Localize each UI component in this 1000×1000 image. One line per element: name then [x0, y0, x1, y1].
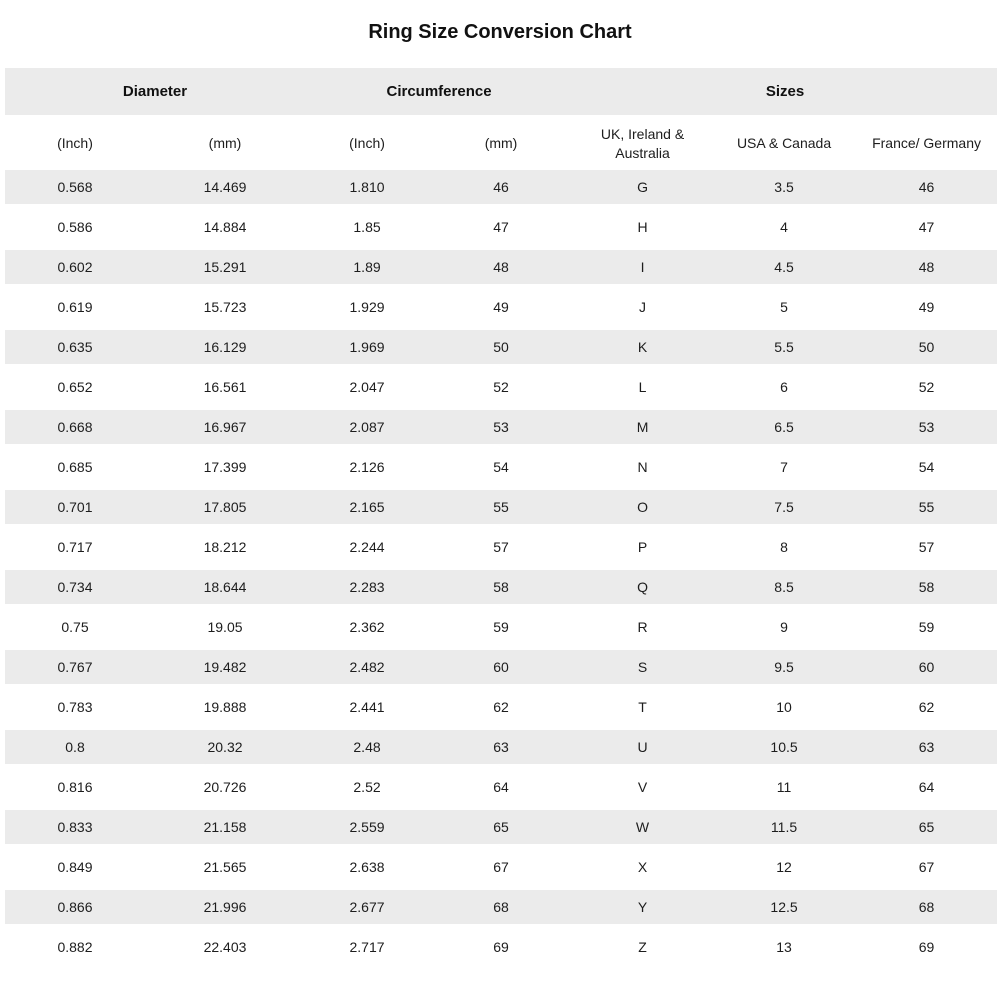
- table-cell: 62: [856, 690, 997, 730]
- table-cell: 48: [429, 250, 573, 290]
- table-cell: 59: [856, 610, 997, 650]
- table-cell: 63: [429, 730, 573, 770]
- table-row: [5, 410, 997, 450]
- table-cell: 63: [856, 730, 997, 770]
- column-header: (Inch): [5, 117, 145, 170]
- table-cell: X: [573, 850, 712, 890]
- table-row: [5, 810, 997, 850]
- table-cell: 68: [429, 890, 573, 930]
- table-cell: 17.399: [145, 450, 305, 490]
- table-cell: K: [573, 330, 712, 370]
- table-cell: 10.5: [712, 730, 856, 770]
- table-cell: 0.568: [5, 170, 145, 210]
- ring-size-table: [5, 68, 997, 970]
- table-cell: 1.810: [305, 170, 429, 210]
- table-cell: 68: [856, 890, 997, 930]
- table-cell: V: [573, 770, 712, 810]
- table-cell: 2.126: [305, 450, 429, 490]
- table-cell: 0.586: [5, 210, 145, 250]
- table-cell: 1.89: [305, 250, 429, 290]
- table-cell: 69: [856, 930, 997, 970]
- table-cell: 15.291: [145, 250, 305, 290]
- table-cell: 14.884: [145, 210, 305, 250]
- table-row: [5, 850, 997, 890]
- table-cell: 11.5: [712, 810, 856, 850]
- table-cell: P: [573, 530, 712, 570]
- table-cell: 2.441: [305, 690, 429, 730]
- page-title: Ring Size Conversion Chart: [368, 21, 632, 43]
- table-cell: Z: [573, 930, 712, 970]
- table-cell: 65: [856, 810, 997, 850]
- table-header: [5, 68, 997, 170]
- table-cell: 10: [712, 690, 856, 730]
- table-cell: 2.244: [305, 530, 429, 570]
- table-cell: 19.482: [145, 650, 305, 690]
- table-cell: 3.5: [712, 170, 856, 210]
- table-cell: 0.652: [5, 370, 145, 410]
- table-cell: 8.5: [712, 570, 856, 610]
- table-cell: 65: [429, 810, 573, 850]
- table-cell: 57: [856, 530, 997, 570]
- table-cell: 20.726: [145, 770, 305, 810]
- table-cell: 9: [712, 610, 856, 650]
- table-cell: 9.5: [712, 650, 856, 690]
- table-row: [5, 450, 997, 490]
- table-cell: 47: [856, 210, 997, 250]
- column-header: UK, Ireland & Australia: [573, 117, 712, 170]
- table-cell: 64: [856, 770, 997, 810]
- table-cell: 2.362: [305, 610, 429, 650]
- sub-header-row: [5, 117, 997, 170]
- table-row: [5, 610, 997, 650]
- table-cell: 55: [429, 490, 573, 530]
- table-cell: 46: [429, 170, 573, 210]
- table-cell: 21.565: [145, 850, 305, 890]
- table-cell: 52: [856, 370, 997, 410]
- table-row: [5, 370, 997, 410]
- table-cell: 50: [429, 330, 573, 370]
- table-cell: 47: [429, 210, 573, 250]
- table-row: [5, 570, 997, 610]
- table-cell: 6: [712, 370, 856, 410]
- table-cell: 2.52: [305, 770, 429, 810]
- table-cell: 1.929: [305, 290, 429, 330]
- table-cell: 12.5: [712, 890, 856, 930]
- table-cell: 6.5: [712, 410, 856, 450]
- column-header: (mm): [429, 117, 573, 170]
- table-row: [5, 650, 997, 690]
- table-cell: 0.635: [5, 330, 145, 370]
- table-cell: 0.602: [5, 250, 145, 290]
- table-cell: L: [573, 370, 712, 410]
- table-cell: 15.723: [145, 290, 305, 330]
- table-cell: 5.5: [712, 330, 856, 370]
- table-cell: 0.668: [5, 410, 145, 450]
- table-cell: 67: [429, 850, 573, 890]
- group-header-diameter: Diameter: [5, 68, 305, 117]
- table-cell: 0.685: [5, 450, 145, 490]
- table-cell: 0.767: [5, 650, 145, 690]
- table-cell: T: [573, 690, 712, 730]
- table-cell: 58: [856, 570, 997, 610]
- table-cell: J: [573, 290, 712, 330]
- table-row: [5, 890, 997, 930]
- table-cell: 0.734: [5, 570, 145, 610]
- table-cell: 2.717: [305, 930, 429, 970]
- table-cell: 0.619: [5, 290, 145, 330]
- table-cell: H: [573, 210, 712, 250]
- table-row: [5, 530, 997, 570]
- table-cell: 69: [429, 930, 573, 970]
- table-cell: 49: [429, 290, 573, 330]
- column-header: USA & Canada: [712, 117, 856, 170]
- table-cell: 49: [856, 290, 997, 330]
- table-cell: I: [573, 250, 712, 290]
- table-cell: 7.5: [712, 490, 856, 530]
- table-cell: 1.969: [305, 330, 429, 370]
- table-cell: 18.644: [145, 570, 305, 610]
- table-row: [5, 690, 997, 730]
- table-cell: 20.32: [145, 730, 305, 770]
- table-cell: 62: [429, 690, 573, 730]
- table-cell: 16.561: [145, 370, 305, 410]
- table-cell: 2.638: [305, 850, 429, 890]
- group-header-row: [5, 68, 997, 117]
- table-cell: 50: [856, 330, 997, 370]
- table-cell: 17.805: [145, 490, 305, 530]
- table-cell: O: [573, 490, 712, 530]
- table-cell: 55: [856, 490, 997, 530]
- table-cell: 21.996: [145, 890, 305, 930]
- table-cell: 60: [856, 650, 997, 690]
- table-cell: 59: [429, 610, 573, 650]
- table-cell: 16.967: [145, 410, 305, 450]
- table-row: [5, 490, 997, 530]
- column-header: (mm): [145, 117, 305, 170]
- table-row: [5, 290, 997, 330]
- table-cell: 0.717: [5, 530, 145, 570]
- table-cell: 2.677: [305, 890, 429, 930]
- table-cell: 0.849: [5, 850, 145, 890]
- table-cell: G: [573, 170, 712, 210]
- table-cell: S: [573, 650, 712, 690]
- table-cell: 4: [712, 210, 856, 250]
- table-row: [5, 210, 997, 250]
- table-cell: 0.701: [5, 490, 145, 530]
- table-cell: 14.469: [145, 170, 305, 210]
- table-cell: 53: [856, 410, 997, 450]
- table-row: [5, 330, 997, 370]
- table-cell: 0.816: [5, 770, 145, 810]
- table-cell: M: [573, 410, 712, 450]
- table-cell: 1.85: [305, 210, 429, 250]
- table-cell: 60: [429, 650, 573, 690]
- table-cell: 0.75: [5, 610, 145, 650]
- table-cell: 57: [429, 530, 573, 570]
- table-cell: 2.482: [305, 650, 429, 690]
- table-cell: 12: [712, 850, 856, 890]
- table-cell: 18.212: [145, 530, 305, 570]
- table-cell: 54: [856, 450, 997, 490]
- table-cell: W: [573, 810, 712, 850]
- table-row: [5, 170, 997, 210]
- table-cell: 54: [429, 450, 573, 490]
- table-body: [5, 170, 997, 970]
- table-cell: 48: [856, 250, 997, 290]
- table-cell: 58: [429, 570, 573, 610]
- table-cell: 21.158: [145, 810, 305, 850]
- table-cell: 19.05: [145, 610, 305, 650]
- table-cell: 52: [429, 370, 573, 410]
- table-cell: 19.888: [145, 690, 305, 730]
- table-cell: 0.783: [5, 690, 145, 730]
- table-cell: 11: [712, 770, 856, 810]
- table-row: [5, 250, 997, 290]
- table-cell: 2.48: [305, 730, 429, 770]
- table-cell: 22.403: [145, 930, 305, 970]
- table-cell: 13: [712, 930, 856, 970]
- table-cell: 0.882: [5, 930, 145, 970]
- table-cell: 67: [856, 850, 997, 890]
- table-cell: 16.129: [145, 330, 305, 370]
- group-header-sizes: Sizes: [573, 68, 997, 117]
- table-row: [5, 930, 997, 970]
- table-cell: 2.087: [305, 410, 429, 450]
- table-cell: 53: [429, 410, 573, 450]
- table-cell: 4.5: [712, 250, 856, 290]
- table-cell: U: [573, 730, 712, 770]
- table-cell: N: [573, 450, 712, 490]
- table-cell: 2.047: [305, 370, 429, 410]
- column-header: (Inch): [305, 117, 429, 170]
- table-cell: 7: [712, 450, 856, 490]
- table-cell: 0.866: [5, 890, 145, 930]
- group-header-circumference: Circumference: [305, 68, 573, 117]
- table-cell: 2.165: [305, 490, 429, 530]
- table-row: [5, 770, 997, 810]
- table-cell: 5: [712, 290, 856, 330]
- table-cell: Q: [573, 570, 712, 610]
- table-cell: 0.8: [5, 730, 145, 770]
- table-cell: 0.833: [5, 810, 145, 850]
- table-cell: 2.559: [305, 810, 429, 850]
- table-cell: 46: [856, 170, 997, 210]
- table-cell: 2.283: [305, 570, 429, 610]
- table-row: [5, 730, 997, 770]
- table-cell: Y: [573, 890, 712, 930]
- table-cell: 64: [429, 770, 573, 810]
- table-cell: R: [573, 610, 712, 650]
- column-header: France/ Germany: [856, 117, 997, 170]
- table-cell: 8: [712, 530, 856, 570]
